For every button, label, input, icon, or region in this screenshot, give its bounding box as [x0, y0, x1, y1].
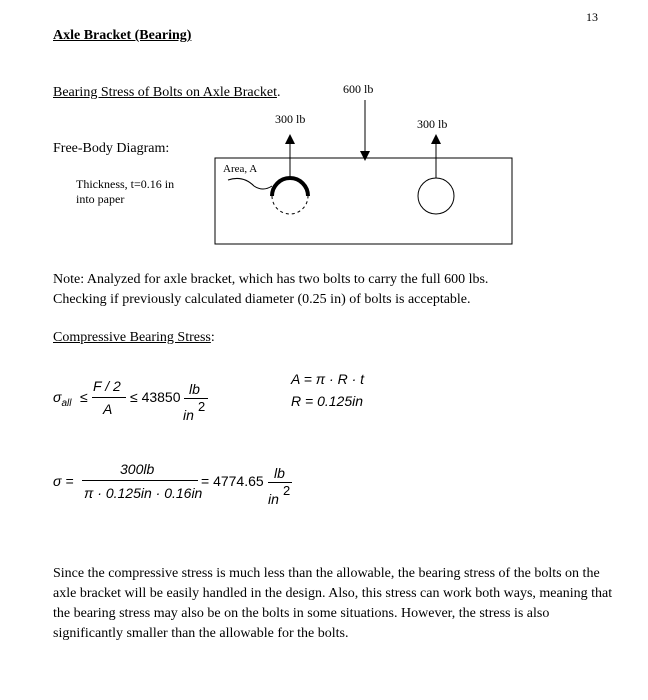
- left-load-label: 300 lb: [275, 112, 306, 126]
- section-heading-period: .: [276, 85, 281, 100]
- right-load-label: 300 lb: [417, 117, 448, 131]
- conclusion-paragraph: Since the compressive stress is much less than the allowable, the bearing stress of the bolts on the axle bracket will be easily handled in the design. Also, this stress can work both ways, meaning that the bearing stress may also be on the bolts in some situations. However, the stress is also significantly smaller than the allowable for the bolts.: [53, 566, 613, 641]
- page-number: 13: [586, 10, 598, 24]
- eq1-denominator: A: [103, 401, 113, 417]
- eq2-numerator: 300lb: [120, 461, 155, 477]
- eq2-sigma: σ =: [53, 473, 74, 489]
- thickness-line-2: into paper: [76, 192, 125, 206]
- center-load-label: 600 lb: [343, 82, 374, 96]
- eq1-unit-exponent: 2: [198, 399, 206, 414]
- note-line-1: Note: Analyzed for axle bracket, which has two bolts to carry the full 600 lbs.: [53, 272, 489, 287]
- eq2-denominator: π · 0.125in · 0.16in: [84, 485, 203, 501]
- eq1-unit-denominator: in: [183, 407, 194, 423]
- bracket-plate: [215, 158, 512, 244]
- section-heading-text: Bearing Stress of Bolts on Axle Bracket: [53, 85, 277, 100]
- sigma-all: [53, 390, 71, 409]
- left-reaction-arrowhead: [285, 134, 295, 144]
- eq2-unit-exponent: 2: [283, 483, 291, 498]
- thickness-line-1: Thickness, t=0.16 in: [76, 177, 175, 191]
- right-reaction-arrowhead: [431, 134, 441, 144]
- area-leader-line: [228, 178, 272, 189]
- sigma-symbol: σ: [53, 389, 62, 405]
- eq1-fraction-bar: [92, 397, 126, 398]
- eq2-unit-denominator: in: [268, 491, 279, 507]
- eq1-allowable-value: ≤ 43850: [130, 389, 181, 405]
- eq2-result: = 4774.65: [201, 473, 264, 489]
- compressive-heading-colon: :: [210, 330, 215, 345]
- eq1-leq: ≤: [80, 389, 88, 405]
- page-title: Axle Bracket (Bearing): [53, 28, 192, 43]
- eq2-unit-numerator: lb: [274, 465, 285, 481]
- compressive-heading: [53, 331, 215, 345]
- eq1-unit-numerator: lb: [189, 381, 200, 397]
- compressive-heading-text: Compressive Bearing Stress: [53, 330, 211, 345]
- eq1-numerator: F / 2: [93, 378, 121, 394]
- sigma-subscript: all: [61, 397, 72, 409]
- area-equation: A = π · R · t: [291, 371, 365, 387]
- note-line-2: Checking if previously calculated diameter (0.25 in) of bolts is acceptable.: [53, 292, 471, 307]
- free-body-diagram: [0, 0, 648, 260]
- area-label: Area, A: [223, 163, 258, 175]
- center-load-arrowhead: [360, 151, 370, 161]
- right-bolt-hole: [418, 178, 454, 214]
- eq2-fraction-bar: [82, 480, 198, 481]
- left-bolt-hole-dashed: [272, 196, 308, 214]
- fbd-label: Free-Body Diagram:: [53, 141, 170, 156]
- bearing-area-arc: [272, 178, 308, 196]
- radius-equation: R = 0.125in: [291, 393, 363, 409]
